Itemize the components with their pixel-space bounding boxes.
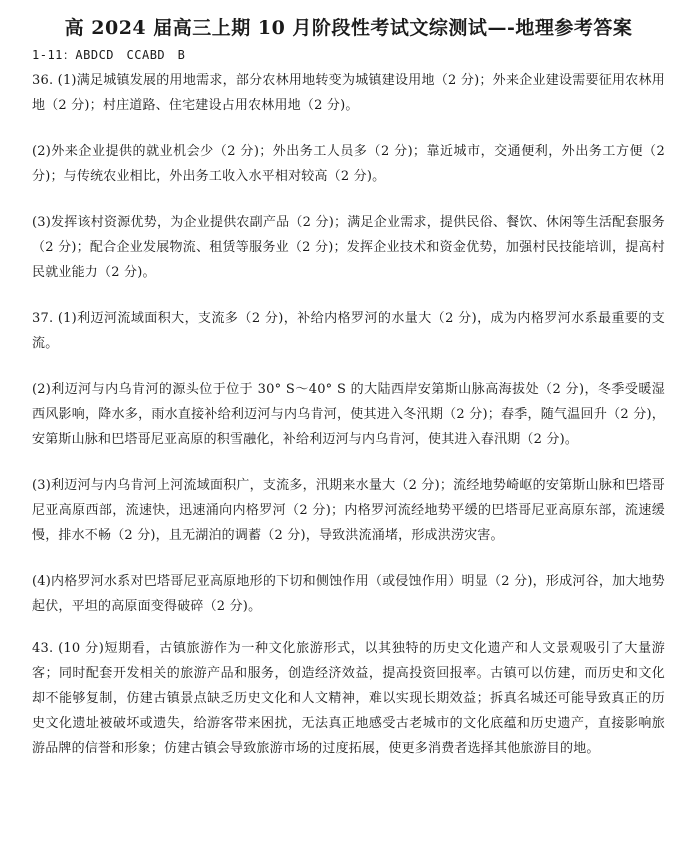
spacer bbox=[32, 356, 665, 377]
spacer bbox=[32, 619, 665, 636]
answer-q36-part3: (3)发挥该村资源优势，为企业提供农副产品（2 分)；满足企业需求，提供民俗、餐饮、休闲等生活配套服务（2 分)；配合企业发展物流、租赁等服务业（2 分)；发挥企业技术和资金优势，加强村民技能培训，提高村民就业能力（2 分)。 bbox=[32, 215, 665, 280]
document-title: 高 2024 届高三上期 10 月阶段性考试文综测试—-地理参考答案 bbox=[64, 17, 633, 39]
answer-q36-part2: (2)外来企业提供的就业机会少（2 分)；外出务工人员多（2 分)；靠近城市，交通便利，外出务工方便（2 分)；与传统农业相比，外出务工收入水平相对较高（2 分)。 bbox=[32, 144, 665, 184]
spacer bbox=[32, 452, 665, 473]
answer-q37-part2: (2)利迈河与内乌肯河的源头位于位于 30° S～40° S 的大陆西岸安第斯山脉高海拔处（2 分)，冬季受暖湿西风影响，降水多，雨水直接补给利迈河与内乌肯河，使其进入冬汛期（2 分)；春季，随气温回升（2 分)，安第斯山脉和巴塔哥尼亚高原的积雪融化，补给利迈河与内乌肯河，使其进入春汛期（2 分)。 bbox=[32, 382, 665, 447]
answer-q37-part4: (4)内格罗河水系对巴塔哥尼亚高原地形的下切和侧蚀作用（或侵蚀作用）明显（2 分)，形成河谷，加大地势起伏，平坦的高原面变得破碎（2 分)。 bbox=[32, 574, 665, 614]
answer-q36-part1: 36. (1)满足城镇发展的用地需求，部分农林用地转变为城镇建设用地（2 分)；外来企业建设需要征用农林用地（2 分)；村庄道路、住宅建设占用农林用地（2 分)。 bbox=[32, 73, 665, 113]
answer-q37-part1: 37. (1)利迈河流域面积大，支流多（2 分)，补给内格罗河的水量大（2 分)，成为内格罗河水系最重要的支流。 bbox=[32, 311, 665, 351]
answer-q37-part3: (3)利迈河与内乌肯河上河流域面积广，支流多，汛期来水量大（2 分)；流经地势崎岖的安第斯山脉和巴塔哥尼亚高原西部，流速快，迅速涌向内格罗河（2 分)；内格罗河流经地势平缓的巴塔哥尼亚高原东部，流速缓慢，排水不畅（2 分)，且无湖泊的调蓄（2 分)，导致洪流涌堵，形成洪涝灾害。 bbox=[32, 478, 665, 543]
spacer bbox=[32, 285, 665, 306]
spacer bbox=[32, 118, 665, 139]
spacer bbox=[32, 189, 665, 210]
multiple-choice-answers: 1-11：ABDCD CCABD B bbox=[32, 48, 186, 62]
spacer bbox=[32, 548, 665, 569]
answer-q43: 43. (10 分)短期看，古镇旅游作为一种文化旅游形式，以其独特的历史文化遗产和人文景观吸引了大量游客；同时配套开发相关的旅游产品和服务，创造经济效益，提高投资回报率。古镇可以仿建，而历史和文化却不能够复制，仿建古镇景点缺乏历史文化和人文精神，难以实现长期效益；拆真名城还可能导致真正的历史文化遗址被破坏或遗失，给游客带来困扰，无法真正地感受古老城市的文化底蕴和历史遗产，直接影响旅游品牌的信誉和形象；仿建古镇会导致旅游市场的过度拓展，使更多消费者选择其他旅游目的地。 bbox=[32, 641, 665, 756]
